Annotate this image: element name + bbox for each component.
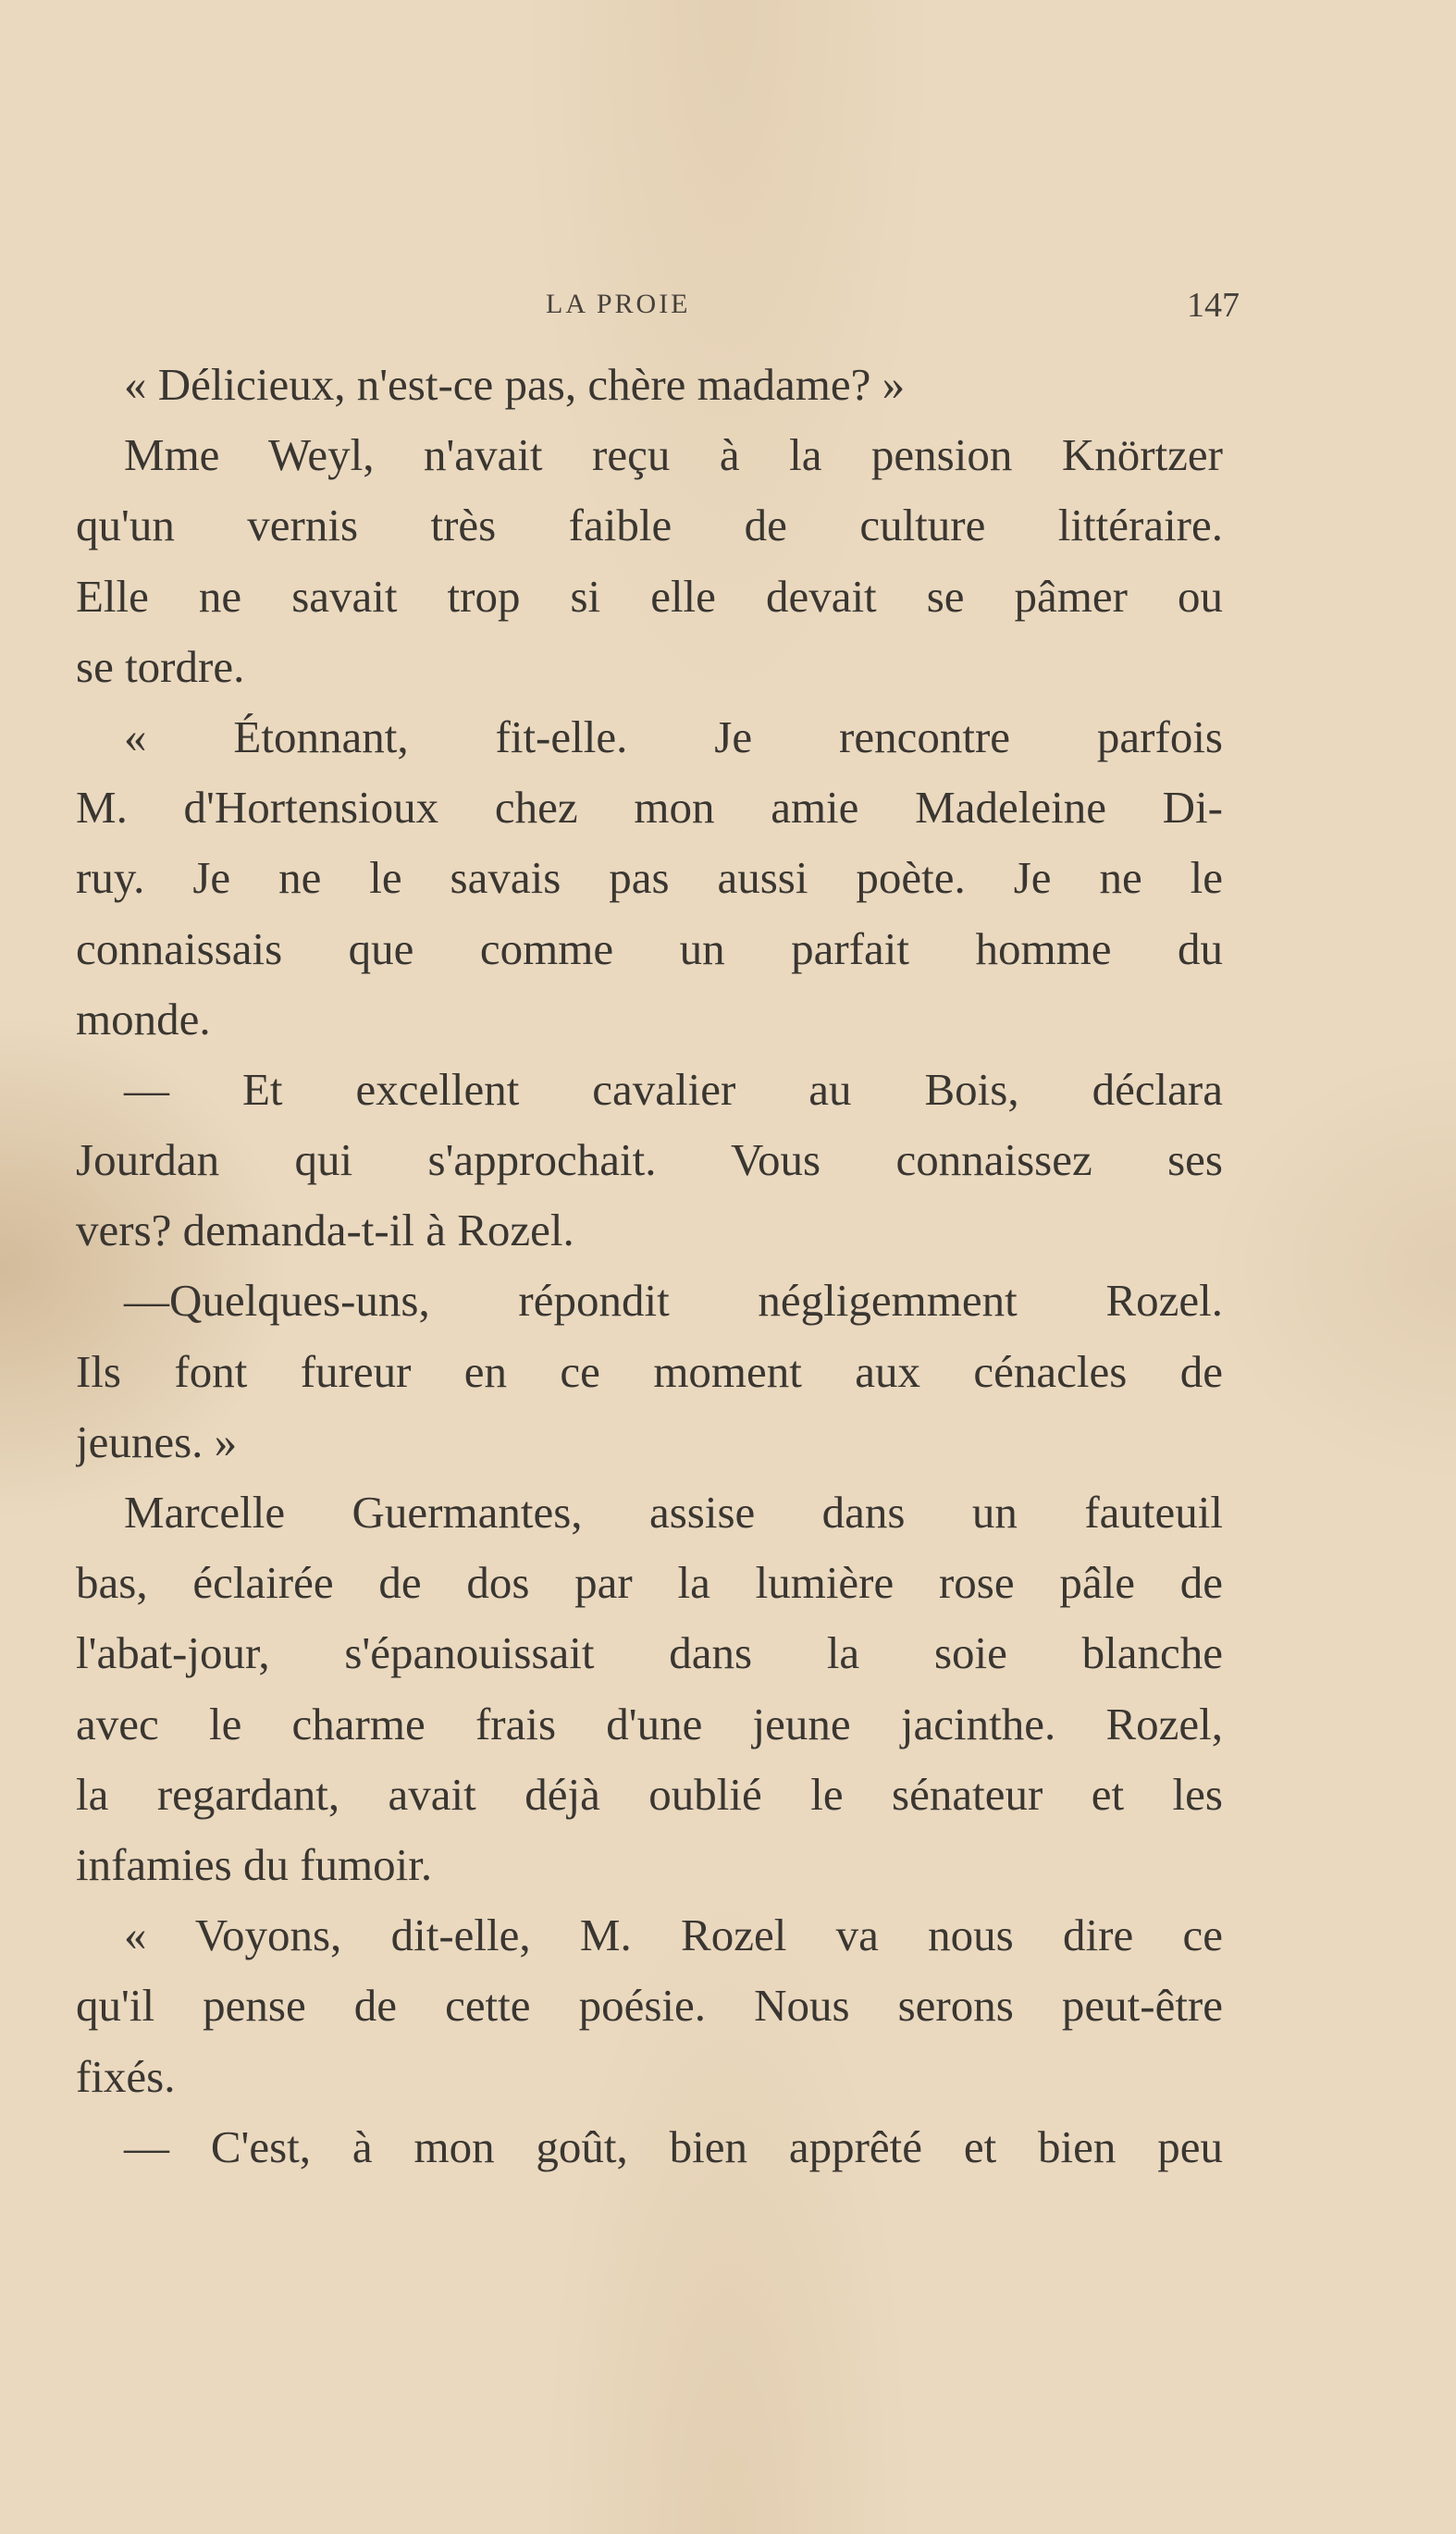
text-line: vers? demanda-t-il à Rozel. xyxy=(76,1205,574,1256)
text-line: Jourdan qui s'approchait. Vous connaissez ses xyxy=(76,1134,1223,1186)
text-line: ruy. Je ne le savais pas aussi poète. Je ne le xyxy=(76,852,1223,904)
text-line: avec le charme frais d'une jeune jacinthe. Rozel, xyxy=(76,1698,1223,1749)
running-title: LA PROIE xyxy=(546,289,691,319)
text-line: —Quelques-uns, répondit négligemment Rozel. xyxy=(124,1275,1223,1327)
text-line: la regardant, avait déjà oublié le sénateur et les xyxy=(76,1768,1223,1820)
page-number: 147 xyxy=(1187,286,1240,325)
text-line: bas, éclairée de dos par la lumière rose pâle de xyxy=(76,1557,1223,1609)
text-line: monde. xyxy=(76,993,211,1045)
text-line: fixés. xyxy=(76,2050,176,2102)
text-line: qu'il pense de cette poésie. Nous serons peut-être xyxy=(76,1980,1223,2032)
text-line: se tordre. xyxy=(76,640,245,692)
text-line: Ils font fureur en ce moment aux cénacles de xyxy=(76,1345,1223,1397)
text-line: Mme Weyl, n'avait reçu à la pension Knörtzer xyxy=(124,429,1223,481)
body-text xyxy=(76,350,1223,2182)
text-line: connaissais que comme un parfait homme du xyxy=(76,922,1223,974)
text-line: Marcelle Guermantes, assise dans un fauteuil xyxy=(124,1487,1223,1538)
text-line: jeunes. » xyxy=(76,1415,238,1467)
text-line: M. d'Hortensioux chez mon amie Madeleine Di- xyxy=(76,782,1223,834)
text-line: « Voyons, dit-elle, M. Rozel va nous dire ce xyxy=(124,1910,1223,1961)
text-line: « Étonnant, fit-elle. Je rencontre parfois xyxy=(124,711,1223,762)
running-head xyxy=(74,286,1240,335)
text-line: Elle ne savait trop si elle devait se pâmer ou xyxy=(76,570,1223,622)
text-line: « Délicieux, n'est-ce pas, chère madame? » xyxy=(124,359,906,410)
text-line: — C'est, à mon goût, bien apprêté et bien peu xyxy=(124,2120,1223,2172)
text-line: qu'un vernis très faible de culture littéraire. xyxy=(76,500,1223,551)
text-line: l'abat-jour, s'épanouissait dans la soie blanche xyxy=(76,1627,1223,1679)
text-line: — Et excellent cavalier au Bois, déclara xyxy=(124,1063,1223,1115)
text-line: infamies du fumoir. xyxy=(76,1838,433,1890)
